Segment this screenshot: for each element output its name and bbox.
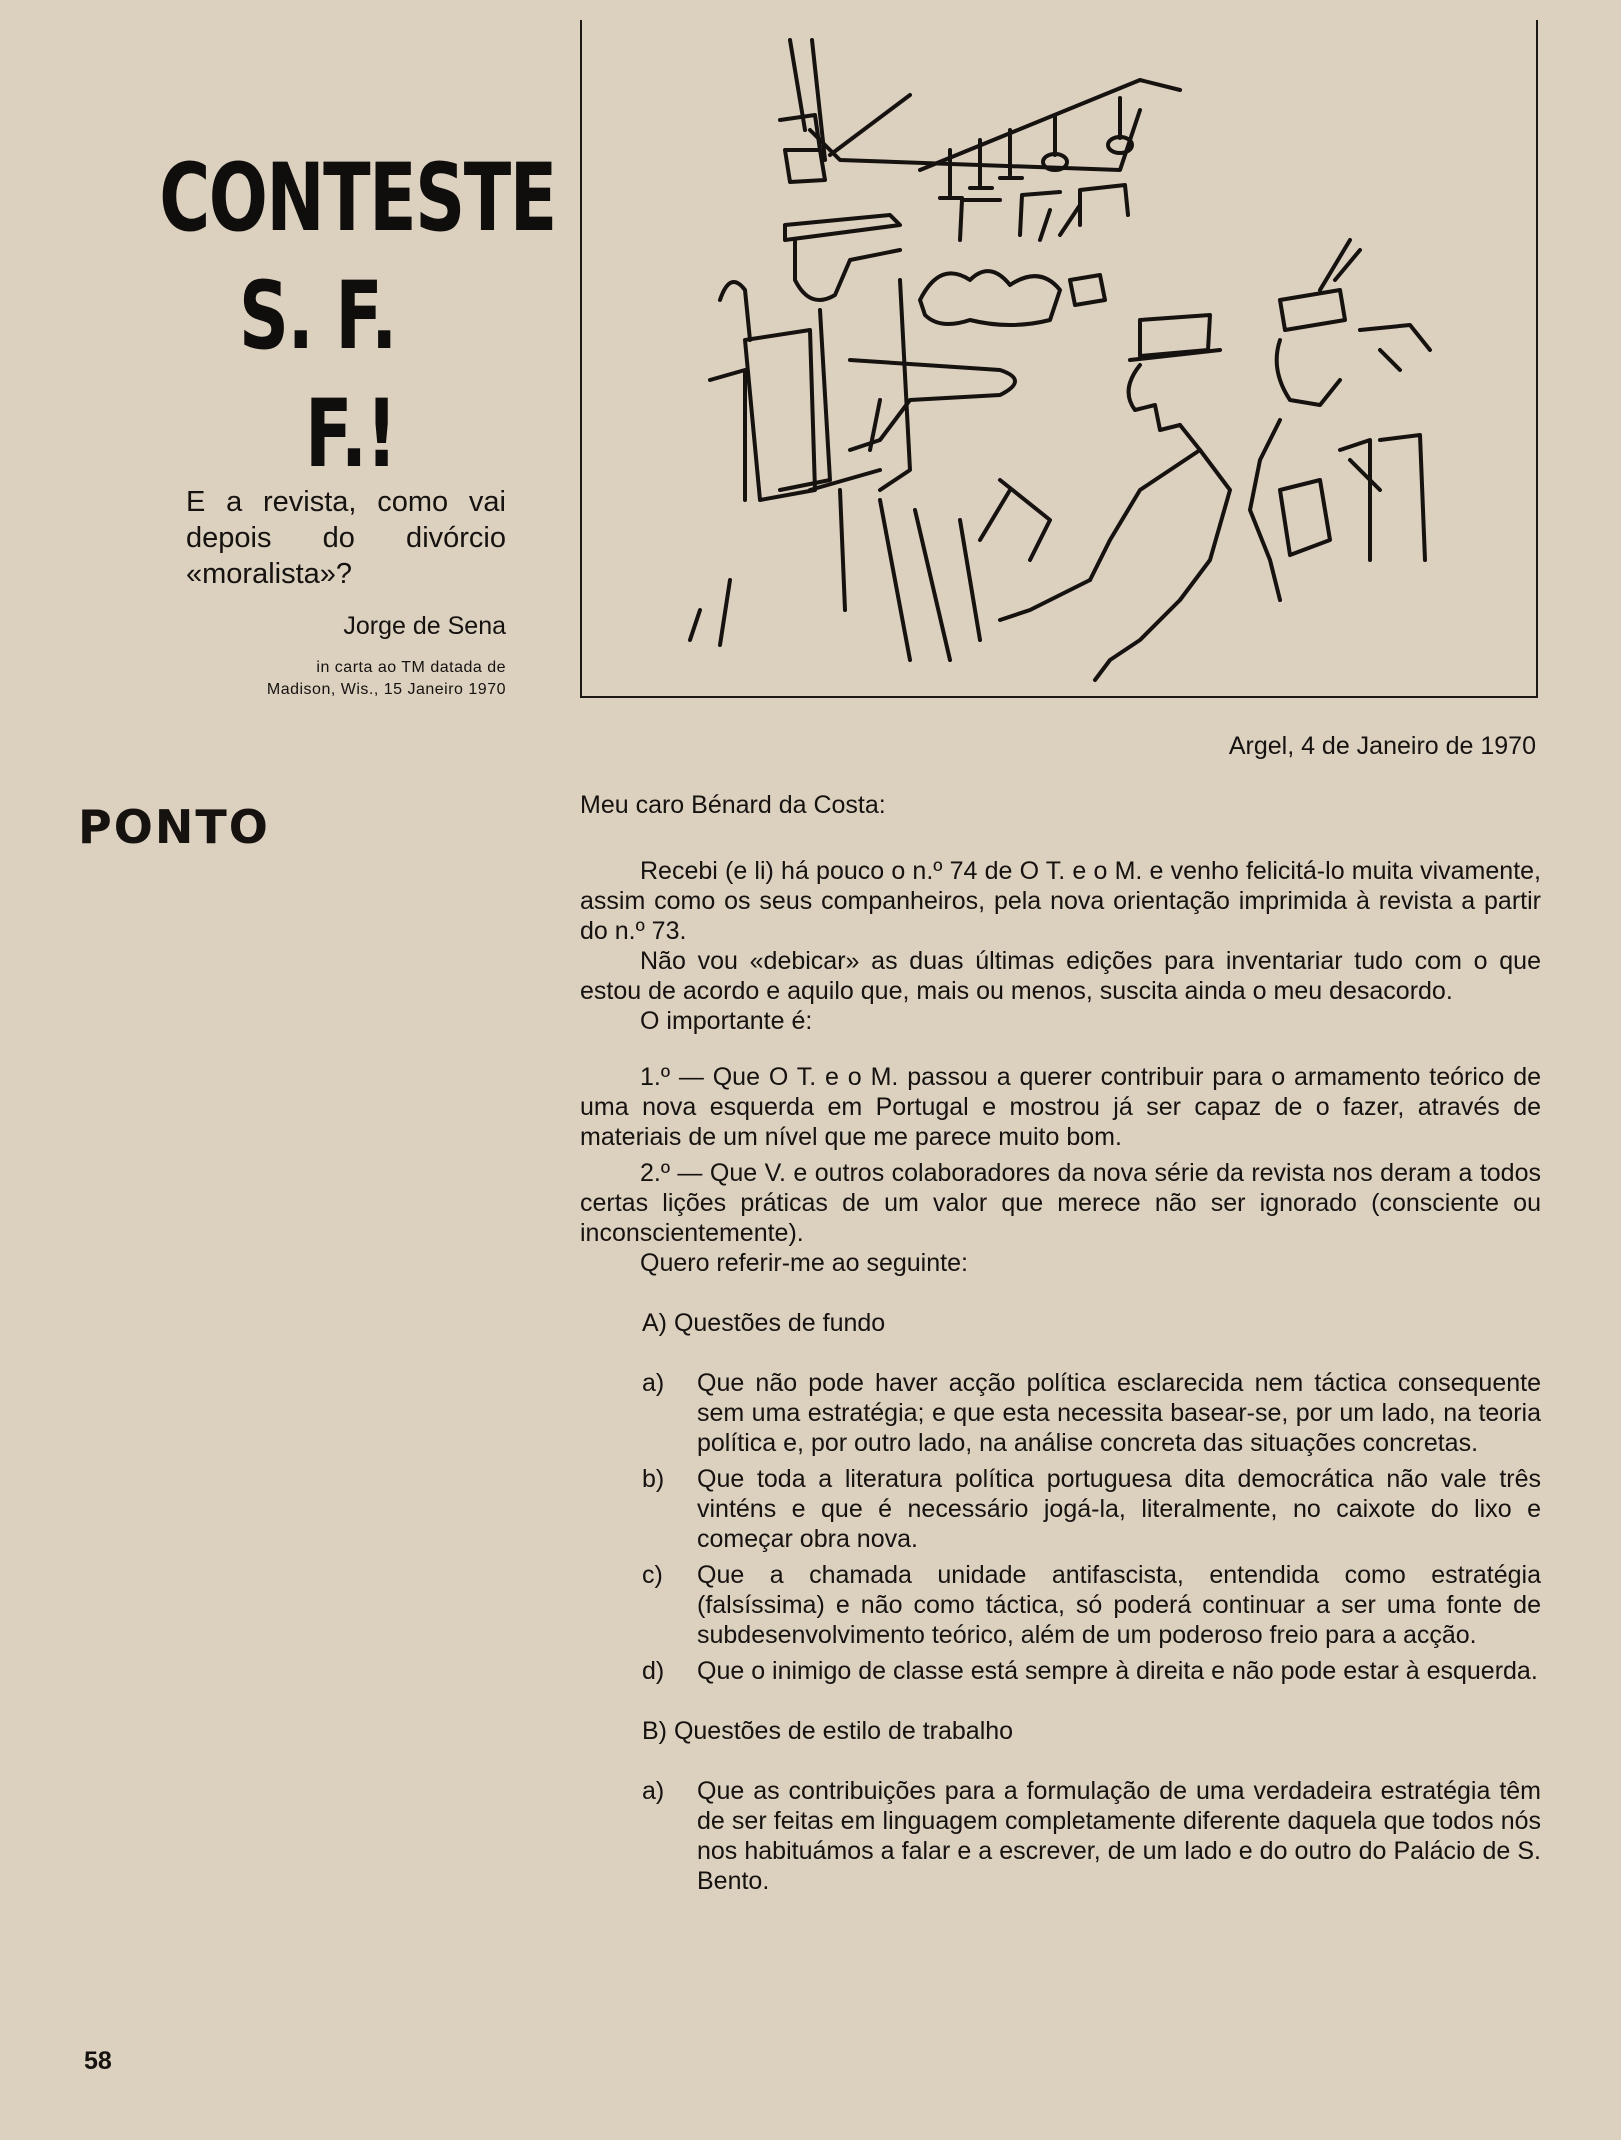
list-item-text: Que as contribuições para a formulação de uma verdadeira estratégia têm de ser feitas em linguagem completamente diferente daquela que todos nós nos habituámos a falar e a escrever, de um lado e do outro do Palácio de S. Bento. [697, 1777, 1541, 1895]
letter-dateline: Argel, 4 de Janeiro de 1970 [1228, 732, 1536, 760]
list-item-label: d) [642, 1657, 665, 1685]
letter-paragraph-3: O importante é: [640, 1007, 813, 1035]
list-item-text: Que o inimigo de classe está sempre à direita e não pode estar à esquerda. [697, 1657, 1538, 1685]
list-item-label: b) [642, 1465, 665, 1493]
list-item-label: c) [642, 1561, 663, 1589]
list-item [642, 1464, 1541, 1554]
epigraph-source-line-1: in carta ao TM datada de [316, 659, 506, 676]
epigraph-source-line-2: Madison, Wis., 15 Janeiro 1970 [266, 681, 506, 698]
letter-paragraph-2: Não vou «debicar» as duas últimas edições para inventariar tudo com o que estou de acordo e aquilo que, mais ou menos, suscita ainda o meu desacordo. [580, 947, 1541, 1005]
list-item-label: a) [642, 1369, 665, 1397]
letter-body [580, 790, 1541, 1896]
list-item-text: Que a chamada unidade antifascista, entendida como estratégia (falsíssima) e não como táctica, só poderá continuar a ser uma fonte de subdesenvolvimento teórico, além de um poderoso freio para a acção. [697, 1561, 1541, 1649]
list-item-label: a) [642, 1777, 665, 1805]
epigraph-quote: E a revista, como vai depois do divórcio «moralista»? [186, 486, 506, 590]
letter-paragraph-1: Recebi (e li) há pouco o n.º 74 de O T. e o M. e venho felicitá-lo muita vivamente, assim como os seus companheiros, pela nova orientação imprimida à revista a partir do n.º 73. [580, 857, 1541, 945]
conductor-figure-icon [690, 115, 1015, 660]
page-number: 58 [84, 2047, 112, 2075]
list-item [642, 1776, 1541, 1896]
epigraph-source [186, 657, 506, 701]
list-item-text: Que toda a literatura política portuguesa dita democrática não vale três vinténs e que é necessário jogá-la, literalmente, no caixote do lixo e começar obra nova. [697, 1465, 1541, 1553]
section-b-heading: B) Questões de estilo de trabalho [642, 1717, 1014, 1745]
section-heading: PONTO [78, 800, 270, 854]
letter-salutation: Meu caro Bénard da Costa: [580, 791, 886, 819]
letter-paragraph-4: Quero referir-me ao seguinte: [640, 1249, 968, 1277]
section-a-heading: A) Questões de fundo [642, 1309, 886, 1337]
letter-point-2: 2.º — Que V. e outros colaboradores da nova série da revista nos deram a todos certas lições práticas de um valor que merece não ser ignorado (consciente ou inconscientemente). [580, 1159, 1541, 1247]
passenger-feather-hat-icon [1250, 240, 1430, 600]
cartoon-illustration [580, 20, 1536, 698]
epigraph-author: Jorge de Sena [343, 612, 506, 640]
list-item [642, 1560, 1541, 1650]
list-item [642, 1368, 1541, 1458]
list-item [642, 1656, 1541, 1686]
list-item-text: Que não pode haver acção política esclarecida nem táctica consequente sem uma estratégia; e que esta necessita basear-se, por um lado, na teoria política e, por outro lado, na análise concreta das situações concretas. [697, 1369, 1541, 1457]
title-line-2: S. F. F.! [238, 262, 396, 489]
cartoon-drawing [580, 20, 1536, 698]
letter-point-1: 1.º — Que O T. e o M. passou a querer contribuir para o armamento teórico de uma nova esquerda em Portugal e mostrou já ser capaz de o fazer, através de materiais de um nível que me parece muito bom. [580, 1063, 1541, 1151]
title-line-1: CONTESTE [159, 144, 556, 253]
epigraph [186, 484, 506, 701]
article-title [76, 140, 556, 494]
